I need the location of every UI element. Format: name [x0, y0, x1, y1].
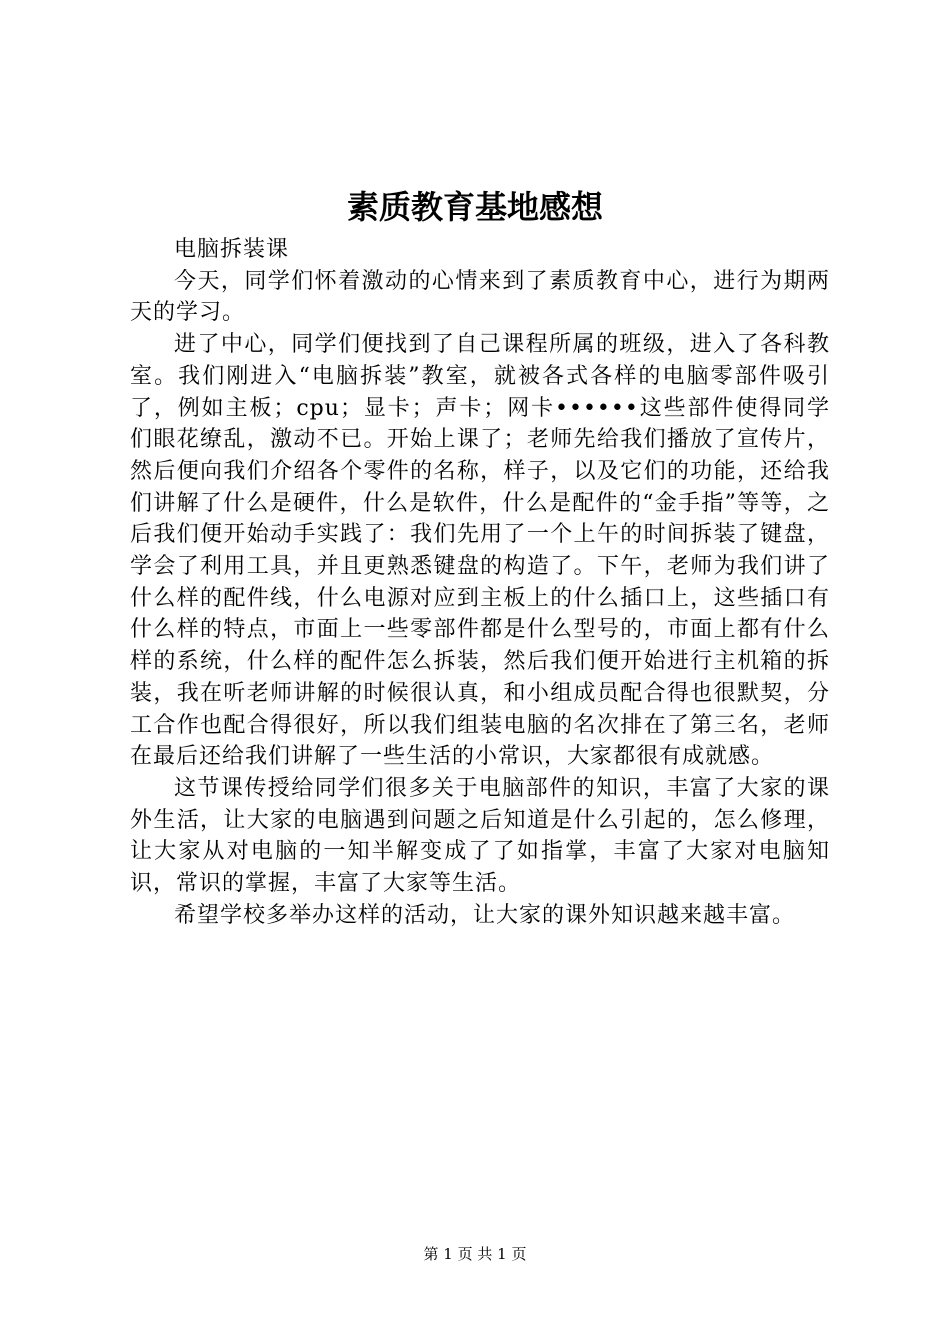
paragraph-wish: 希望学校多举办这样的活动，让大家的课外知识越来越丰富。	[174, 902, 796, 928]
paragraph-main: 进了中心，同学们便找到了自己课程所属的班级，进入了各科教室。我们刚进入“电脑拆装”教室，就被各式各样的电脑零部件吸引了，例如主板；cpu；显卡；声卡；网卡••••••这些部件使得同学们眼花缭乱，激动不已。开始上课了；老师先给我们播放了宣传片，然后便向我们介绍各个零件的名称，样子，以及它们的功能，还给我们讲解了什么是硬件，什么是软件，什么是配件的“金手指”等等，之后我们便开始动手实践了：我们先用了一个上午的时间拆装了键盘，学会了利用工具，并且更熟悉键盘的构造了。下午，老师为我们讲了什么样的配件线，什么电源对应到主板上的什么插口上，这些插口有什么样的特点，市面上一些零部件都是什么型号的，市面上都有什么样的系统，什么样的配件怎么拆装，然后我们便开始进行主机箱的拆装，我在听老师讲解的时候很认真，和小组成员配合得也很默契，分工合作也配合得很好，所以我们组装电脑的名次排在了第三名，老师在最后还给我们讲解了一些生活的小常识，大家都很有成就感。	[130, 332, 830, 770]
document-body	[130, 234, 830, 931]
paragraph-summary: 这节课传授给同学们很多关于电脑部件的知识，丰富了大家的课外生活，让大家的电脑遇到问题之后知道是什么引起的，怎么修理，让大家从对电脑的一知半解变成了了如指掌，丰富了大家对电脑知识，常识的掌握，丰富了大家等生活。	[130, 775, 830, 897]
document-title: 素质教育基地感想	[346, 188, 603, 226]
paragraph-intro: 今天，同学们怀着激动的心情来到了素质教育中心，进行为期两天的学习。	[130, 268, 830, 326]
paragraph-course-name: 电脑拆装课	[174, 237, 290, 262]
page-number-footer: 第 1 页 共 1 页	[423, 1245, 527, 1263]
